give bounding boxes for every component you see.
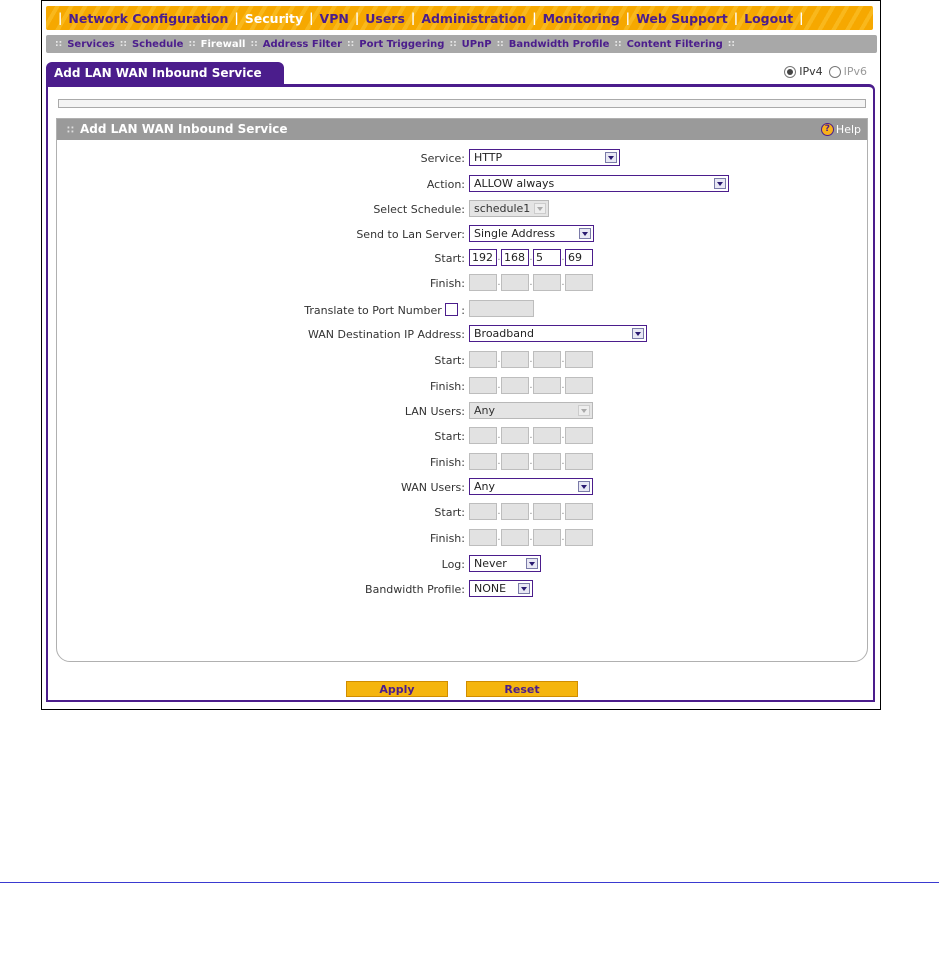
menu-item-web-support[interactable]: Web Support: [636, 10, 728, 26]
bandwidth-profile-label: Bandwidth Profile:: [365, 583, 465, 596]
bandwidth-profile-select[interactable]: [469, 580, 533, 597]
ip-octet-input: [533, 427, 561, 444]
submenu-item-port-triggering[interactable]: Port Triggering: [359, 38, 445, 50]
menu-separator: |: [799, 11, 804, 25]
ip-version-selector: [784, 65, 867, 78]
ip-dot: .: [529, 506, 533, 517]
chevron-down-icon: [518, 583, 530, 594]
wan-users-finish-ip: [469, 529, 593, 546]
lan-users-finish-label: Finish:: [429, 456, 465, 469]
menu-separator: |: [625, 11, 631, 25]
ip-octet-input: [501, 351, 529, 368]
content-area: [46, 84, 875, 702]
submenu-item-schedule[interactable]: Schedule: [131, 38, 184, 50]
lan-users-start-ip: [469, 427, 593, 444]
submenu-separator: ::: [496, 39, 504, 49]
security-submenu-bar: [46, 35, 877, 53]
wan-destination-start-ip: [469, 351, 593, 368]
translate-port-row: [57, 300, 867, 320]
menu-item-administration[interactable]: Administration: [421, 10, 527, 26]
ip-octet-input: [501, 503, 529, 520]
wan-destination-select[interactable]: [469, 325, 647, 342]
ip-dot: .: [561, 532, 565, 543]
lan-users-label: LAN Users:: [404, 405, 465, 418]
submenu-separator: ::: [250, 39, 258, 49]
main-menu-bar: [46, 6, 873, 30]
wan-users-value: Any: [474, 480, 496, 493]
submenu-separator: ::: [119, 39, 127, 49]
wan-destination-value: Broadband: [474, 327, 534, 340]
ip-octet-input: [533, 351, 561, 368]
menu-item-vpn[interactable]: VPN: [319, 10, 349, 26]
lan-users-row: [57, 402, 867, 422]
ip-octet-input: [469, 377, 497, 394]
submenu-item-address-filter[interactable]: Address Filter: [262, 38, 343, 50]
ip-dot: .: [497, 354, 501, 365]
ip-octet-input: [469, 503, 497, 520]
message-bar: [58, 99, 866, 108]
ip-octet-input: [533, 503, 561, 520]
ip-dot: .: [497, 506, 501, 517]
ip-octet-input: [469, 453, 497, 470]
submenu-separator: ::: [614, 39, 622, 49]
submenu-item-firewall[interactable]: Firewall: [200, 38, 246, 50]
chevron-down-icon: [534, 203, 546, 214]
ipv6-radio[interactable]: [829, 66, 841, 78]
ip-dot: .: [497, 430, 501, 441]
ipv4-label: IPv4: [799, 65, 823, 78]
wan-destination-start-label: Start:: [434, 354, 465, 367]
ip-dot: .: [497, 532, 501, 543]
ip-dot: .: [529, 252, 533, 263]
ip-dot: .: [561, 380, 565, 391]
send-to-lan-value: Single Address: [474, 227, 556, 240]
menu-separator: |: [234, 11, 239, 25]
log-label: Log:: [441, 558, 465, 571]
help-link[interactable]: [821, 119, 861, 140]
chevron-down-icon: [714, 178, 726, 189]
ip-octet-input: [469, 427, 497, 444]
ipv6-label: IPv6: [843, 65, 867, 78]
wan-destination-finish-row: [57, 377, 867, 397]
reset-button[interactable]: Reset: [466, 681, 578, 697]
ip-octet-input: [469, 529, 497, 546]
send-to-lan-row: [57, 225, 867, 245]
lan-users-select: [469, 402, 593, 419]
schedule-label: Select Schedule:: [373, 203, 465, 216]
chevron-down-icon: [579, 228, 591, 239]
ip-octet-input: [469, 351, 497, 368]
footer-divider: [0, 882, 939, 883]
menu-separator: |: [733, 11, 739, 25]
ip-dot: .: [529, 380, 533, 391]
service-label: Service:: [420, 152, 465, 165]
ip-octet-input[interactable]: 192: [469, 249, 497, 266]
chevron-down-icon: [578, 481, 590, 492]
ip-dot: .: [529, 277, 533, 288]
ip-dot: .: [561, 506, 565, 517]
lan-users-finish-row: [57, 453, 867, 473]
submenu-separator: ::: [188, 39, 196, 49]
ip-octet-input: [565, 274, 593, 291]
chevron-down-icon: [632, 328, 644, 339]
ip-dot: .: [497, 456, 501, 467]
submenu-separator: ::: [727, 39, 735, 49]
ip-dot: .: [497, 252, 501, 263]
service-value: HTTP: [474, 151, 503, 164]
ip-octet-input: [565, 529, 593, 546]
wan-users-select[interactable]: [469, 478, 593, 495]
schedule-select: [469, 200, 549, 217]
bandwidth-profile-value: NONE: [474, 582, 507, 595]
ip-octet-input: [565, 377, 593, 394]
ip-dot: .: [529, 532, 533, 543]
lan-server-finish-ip: [469, 274, 593, 291]
service-select[interactable]: [469, 149, 620, 166]
ip-octet-input[interactable]: 168: [501, 249, 529, 266]
ip-octet-input: [501, 529, 529, 546]
ip-octet-input: [501, 427, 529, 444]
ip-octet-input: [565, 427, 593, 444]
menu-item-users[interactable]: Users: [365, 10, 405, 26]
ip-octet-input: [501, 274, 529, 291]
bandwidth-profile-row: [57, 580, 867, 600]
translate-port-checkbox[interactable]: [445, 303, 458, 316]
submenu-separator: ::: [347, 39, 355, 49]
lan-users-start-row: [57, 427, 867, 447]
tab-add-lan-wan-inbound-service[interactable]: Add LAN WAN Inbound Service: [46, 62, 284, 84]
schedule-row: [57, 200, 867, 220]
wan-users-finish-label: Finish:: [429, 532, 465, 545]
translate-port-input: [469, 300, 534, 317]
ip-octet-input: [533, 453, 561, 470]
submenu-item-services[interactable]: Services: [67, 38, 115, 50]
wan-destination-finish-label: Finish:: [429, 380, 465, 393]
grip-icon: ∷: [67, 125, 74, 136]
ip-dot: .: [561, 456, 565, 467]
ip-dot: .: [561, 354, 565, 365]
ip-octet-input: [501, 453, 529, 470]
ip-dot: .: [561, 430, 565, 441]
menu-item-network-configuration[interactable]: Network Configuration: [68, 10, 229, 26]
menu-separator: |: [354, 11, 360, 25]
apply-button[interactable]: Apply: [346, 681, 448, 697]
main-menu-items: [46, 6, 809, 30]
wan-destination-finish-ip: [469, 377, 593, 394]
ip-dot: .: [561, 277, 565, 288]
ip-octet-input[interactable]: 69: [565, 249, 593, 266]
submenu-separator: ::: [449, 39, 457, 49]
wan-destination-label: WAN Destination IP Address:: [307, 328, 465, 341]
action-select[interactable]: [469, 175, 729, 192]
menu-separator: |: [58, 11, 63, 25]
submenu-item-bandwidth-profile[interactable]: Bandwidth Profile: [508, 38, 610, 50]
send-to-lan-select[interactable]: [469, 225, 594, 242]
wan-users-start-ip: [469, 503, 593, 520]
panel-title: Add LAN WAN Inbound Service: [79, 122, 288, 136]
ip-octet-input: [469, 274, 497, 291]
lan-server-start-ip: [469, 249, 593, 266]
ip-octet-input: [533, 377, 561, 394]
wan-users-start-row: [57, 503, 867, 523]
chevron-down-icon: [526, 558, 538, 569]
ip-dot: .: [497, 277, 501, 288]
help-label: Help: [835, 123, 861, 136]
panel-header: [57, 119, 867, 140]
translate-port-label: [304, 303, 465, 317]
ip-octet-input: [565, 351, 593, 368]
ip-dot: .: [497, 380, 501, 391]
log-select[interactable]: [469, 555, 541, 572]
lan-server-finish-row: [57, 274, 867, 294]
lan-server-start-label: Start:: [434, 252, 465, 265]
lan-server-start-row: [57, 249, 867, 269]
ip-dot: .: [529, 456, 533, 467]
ip-octet-input: [501, 377, 529, 394]
ip-octet-input: [533, 274, 561, 291]
ip-octet-input: [565, 453, 593, 470]
menu-item-security[interactable]: Security: [244, 10, 304, 26]
translate-port-colon: :: [461, 304, 465, 317]
ip-dot: .: [529, 354, 533, 365]
help-icon: ?: [821, 123, 834, 136]
submenu-item-upnp[interactable]: UPnP: [461, 38, 492, 50]
wan-users-finish-row: [57, 529, 867, 549]
chevron-down-icon: [605, 152, 617, 163]
menu-item-monitoring[interactable]: Monitoring: [542, 10, 620, 26]
send-to-lan-label: Send to Lan Server:: [356, 228, 465, 241]
lan-server-finish-label: Finish:: [429, 277, 465, 290]
wan-users-label: WAN Users:: [400, 481, 465, 494]
add-inbound-service-panel: [56, 118, 868, 662]
wan-users-row: [57, 478, 867, 498]
lan-users-start-label: Start:: [434, 430, 465, 443]
log-value: Never: [474, 557, 507, 570]
schedule-value: schedule1: [474, 202, 531, 215]
ip-dot: .: [561, 252, 565, 263]
ip-octet-input[interactable]: 5: [533, 249, 561, 266]
service-row: [57, 149, 867, 169]
ipv4-radio[interactable]: [784, 66, 796, 78]
menu-separator: |: [532, 11, 537, 25]
ip-dot: .: [529, 430, 533, 441]
action-label: Action:: [426, 178, 465, 191]
action-value: ALLOW always: [474, 177, 555, 190]
lan-users-value: Any: [474, 404, 496, 417]
submenu-item-content-filtering[interactable]: Content Filtering: [626, 38, 723, 50]
wan-destination-start-row: [57, 351, 867, 371]
menu-separator: |: [309, 11, 314, 25]
log-row: [57, 555, 867, 575]
wan-users-start-label: Start:: [434, 506, 465, 519]
wan-destination-row: [57, 325, 867, 345]
lan-users-finish-ip: [469, 453, 593, 470]
submenu-separator: ::: [55, 39, 63, 49]
ip-octet-input: [565, 503, 593, 520]
chevron-down-icon: [578, 405, 590, 416]
translate-port-text: Translate to Port Number: [304, 304, 442, 317]
action-row: [57, 175, 867, 195]
ip-octet-input: [533, 529, 561, 546]
menu-separator: |: [410, 11, 416, 25]
menu-item-logout[interactable]: Logout: [744, 10, 794, 26]
